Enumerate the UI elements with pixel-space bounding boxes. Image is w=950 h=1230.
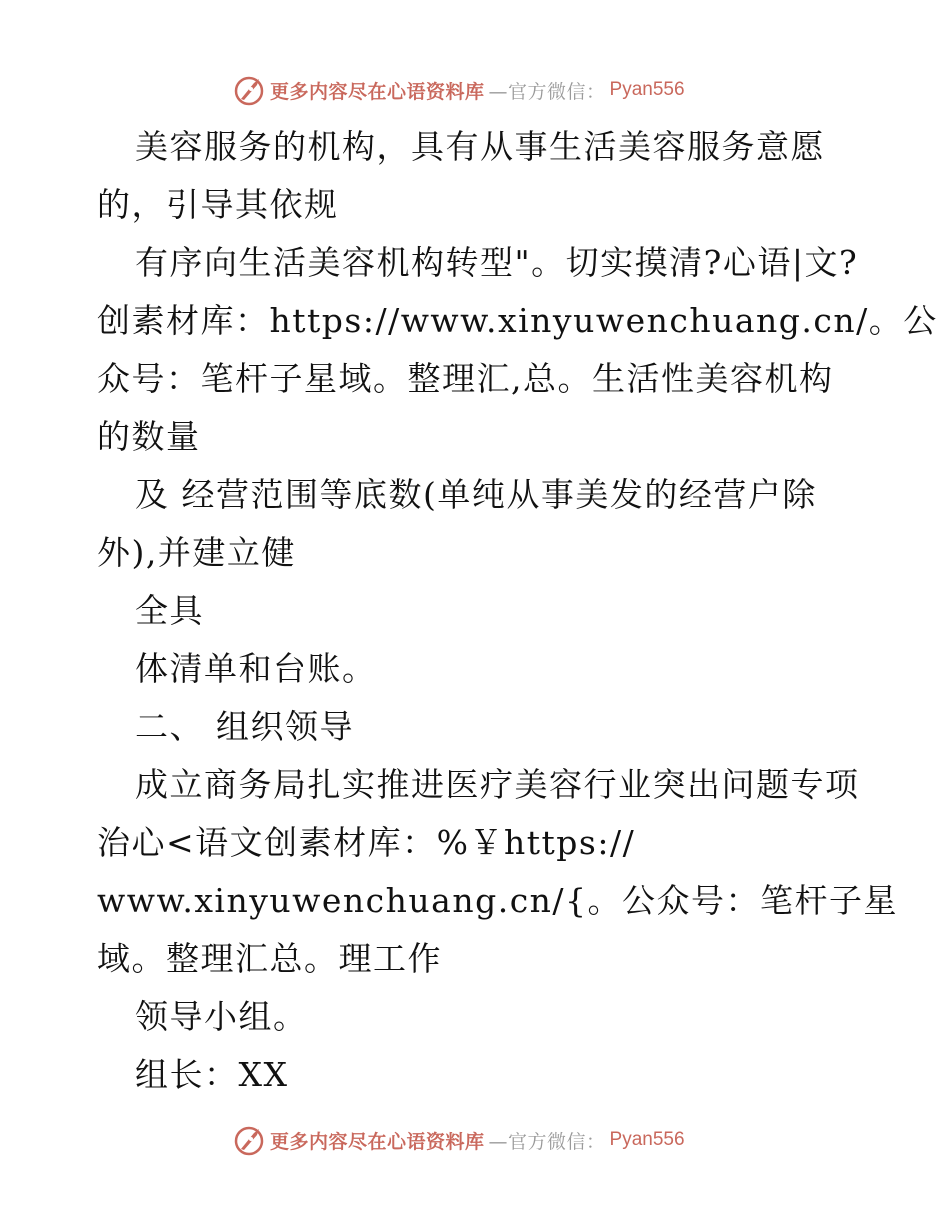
body-text-line: 二、 组织领导 <box>135 707 354 746</box>
pen-nib-logo-icon <box>232 73 266 107</box>
body-text-line: 域。整理汇总。理工作 <box>97 939 442 978</box>
banner-separator-text: —官方微信： <box>488 80 606 103</box>
body-text-line: 成立商务局扎实推进医疗美容行业突出问题专项 <box>135 765 860 804</box>
body-text-line: 体清单和台账。 <box>135 649 377 688</box>
banner-main-text: 更多内容尽在心语资料库 <box>270 80 485 103</box>
document-body <box>97 118 938 1104</box>
body-text-line: 的，引导其依规 <box>97 185 339 224</box>
header-watermark-banner <box>232 72 685 108</box>
banner-main-text: 更多内容尽在心语资料库 <box>270 1130 485 1153</box>
body-text-line: www.xinyuwenchuang.cn/{。公众号：笔杆子星 <box>97 881 899 920</box>
footer-watermark-banner <box>232 1122 685 1158</box>
body-text-line: 组长：XX <box>135 1055 289 1094</box>
body-text-line: 的数量 <box>97 417 201 456</box>
body-text-line: 外),并建立健 <box>97 533 296 572</box>
body-text-line: 创素材库：https://www.xinyuwenchuang.cn/。公 <box>97 301 938 340</box>
body-text-line: 美容服务的机构，具有从事生活美容服务意愿 <box>135 127 825 166</box>
banner-wechat-id: Pyan556 <box>609 79 685 100</box>
body-text-line: 治心<语文创素材库：%￥https:// <box>97 823 636 862</box>
banner-separator-text: —官方微信： <box>488 1130 606 1153</box>
body-text-line: 全具 <box>135 591 204 630</box>
banner-wechat-id: Pyan556 <box>609 1129 685 1150</box>
body-text-line: 及 经营范围等底数(单纯从事美发的经营户除 <box>135 475 817 514</box>
body-text-line: 有序向生活美容机构转型"。切实摸清?心语|文? <box>135 243 859 282</box>
body-text-line: 领导小组。 <box>135 997 308 1036</box>
pen-nib-logo-icon <box>232 1123 266 1157</box>
body-text-line: 众号：笔杆子星域。整理汇,总。生活性美容机构 <box>97 359 834 398</box>
